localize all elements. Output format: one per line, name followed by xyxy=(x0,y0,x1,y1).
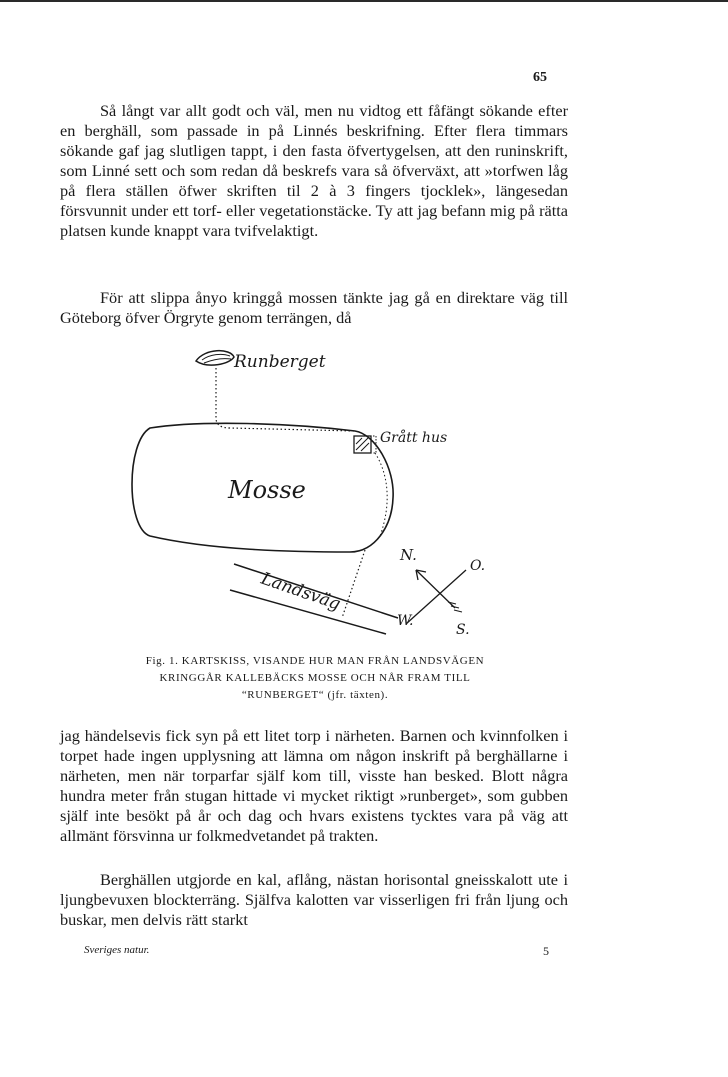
compass-south: S. xyxy=(456,622,470,638)
compass-north: N. xyxy=(400,546,417,564)
footer-journal-title: Sveriges natur. xyxy=(84,944,150,956)
label-gratt-hus: Grått hus xyxy=(380,430,448,446)
label-runberget: Runberget xyxy=(234,352,326,372)
paragraph-2: För att slippa ånyo kringgå mossen tänkte jag gå en direktare väg till Göteborg öfver Örgryte genom terrängen, då xyxy=(60,288,568,327)
caption-line-2: KRINGGÅR KALLEBÄCKS MOSSE OCH NÅR FRAM TILL xyxy=(159,672,471,684)
caption-line-1: Fig. 1. KARTSKISS, VISANDE HUR MAN FRÅN LANDSVÄGEN xyxy=(145,655,485,667)
paragraph-1: Så långt var allt godt och väl, men nu vidtog ett fåfängt sökande efter en berghäll, som passade in på Linnés beskrifning. Efter flera timmars sökande gaf jag slutligen tappt, i den fasta öfvertygelsen, att den runinskrift, som Linné sett och som redan då beskrefs vara så öfverväxt, att »torfwen låg på flera ställen öfwer skriften til 2 à 3 fingers tjocklek», längesedan försvunnit under ett torf- eller vegetationstäcke. Ty att jag befann mig på rätta platsen kunde knappt vara tvifvelaktigt. xyxy=(60,101,568,240)
footpath xyxy=(216,368,355,431)
compass-west: W. xyxy=(397,613,414,629)
caption-line-3: “RUNBERGET“ (jfr. täxten). xyxy=(241,689,389,701)
footer-signature-mark: 5 xyxy=(543,944,549,958)
map-sketch xyxy=(110,338,510,648)
figure-caption xyxy=(100,653,530,704)
road-footpath xyxy=(342,550,365,618)
runberget-rock xyxy=(196,351,234,365)
label-landsvag: Landsväg xyxy=(258,568,343,615)
paragraph-4: Berghällen utgjorde en kal, aflång, nästan horisontal gneisskalott ute i ljungbevuxen blockterräng. Själfva kalotten var visserligen fri från ljung och buskar, men delvis rätt starkt xyxy=(60,870,568,929)
page-number: 65 xyxy=(533,70,547,85)
map-sketch-figure xyxy=(110,338,510,648)
house-square xyxy=(354,436,371,453)
label-mosse: Mosse xyxy=(228,476,306,504)
paragraph-3: jag händelsevis fick syn på ett litet torp i närheten. Barnen och kvinnfolken i torpet hade ingen upplysning att lämna om någon inskrift på berghällarne i närheten, men när torparfar själf kom till, visste han besked. Blott några hundra meter från stugan hittade vi mycket riktigt »runberget», som gubben själf inte besökt på år och dag och hvars existens tycktes vara på väg att allmänt försvinna ur folkmedvetandet på trakten. xyxy=(60,726,568,845)
top-rule xyxy=(0,0,728,2)
compass-rose xyxy=(406,570,466,624)
compass-east: O. xyxy=(470,558,486,574)
